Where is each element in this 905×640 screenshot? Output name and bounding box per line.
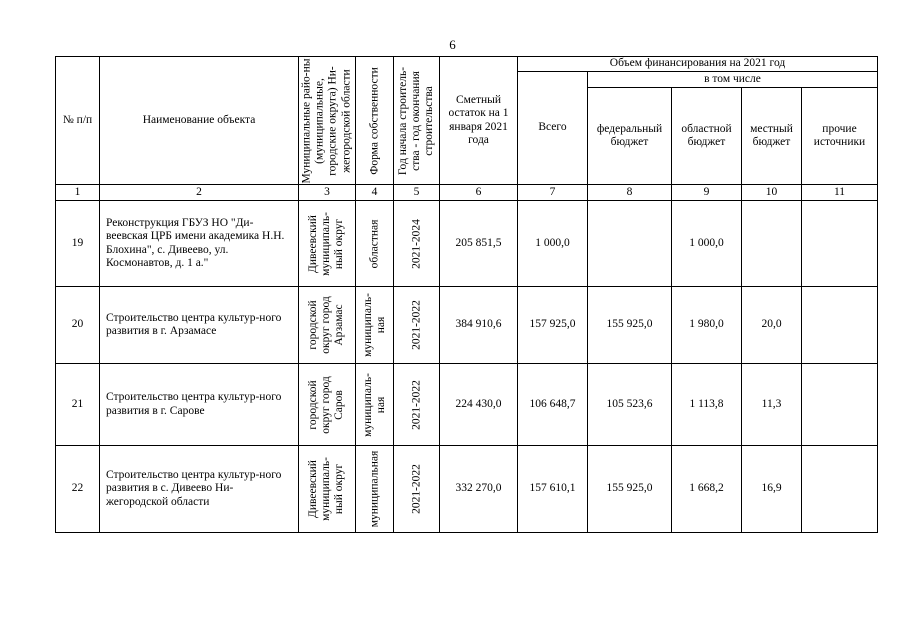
regional-cell: 1 113,8 <box>672 364 742 446</box>
ownership-text: областная <box>367 219 380 268</box>
local-cell: 11,3 <box>742 364 802 446</box>
municipality-text: Дивеевский муниципаль-ный округ <box>307 211 346 276</box>
ownership-cell <box>356 201 394 287</box>
regional-cell: 1 668,2 <box>672 446 742 533</box>
years-cell <box>394 287 440 364</box>
object-name: Строительство центра культур-ного развития в г. Сарове <box>100 364 299 446</box>
header-ownership-text: Форма собственности <box>367 66 380 175</box>
other-cell <box>802 287 878 364</box>
local-cell: 16,9 <box>742 446 802 533</box>
column-number: 6 <box>440 185 518 201</box>
federal-cell: 105 523,6 <box>588 364 672 446</box>
column-number: 1 <box>56 185 100 201</box>
ownership-cell <box>356 446 394 533</box>
municipality-text: Дивеевский муниципаль-ный округ <box>307 457 346 521</box>
years-text: 2021-2022 <box>409 300 422 350</box>
header-regional: областной бюджет <box>672 88 742 185</box>
header-other: прочие источники <box>802 88 878 185</box>
column-number: 9 <box>672 185 742 201</box>
regional-cell: 1 980,0 <box>672 287 742 364</box>
row-num: 20 <box>56 287 100 364</box>
column-number: 7 <box>518 185 588 201</box>
federal-cell: 155 925,0 <box>588 287 672 364</box>
other-cell <box>802 201 878 287</box>
object-name: Строительство центра культур-ного развития в с. Дивеево Ни-жегородской области <box>100 446 299 533</box>
years-cell <box>394 364 440 446</box>
years-text: 2021-2022 <box>409 379 422 430</box>
object-name: Строительство центра культур-ного развития в г. Арзамасе <box>100 287 299 364</box>
table-row <box>56 364 878 446</box>
column-number: 11 <box>802 185 878 201</box>
ownership-text: муниципальная <box>367 450 380 528</box>
page-number: 6 <box>449 37 456 52</box>
object-name: Реконструкция ГБУЗ НО "Ди-веевская ЦРБ имени академика Н.Н. Блохина", с. Дивеево, ул. Космонавтов, д. 1 а." <box>100 201 299 287</box>
header-name: Наименование объекта <box>100 57 299 185</box>
table-row <box>56 287 878 364</box>
ownership-text: муниципаль-ная <box>361 372 387 437</box>
years-text: 2021-2022 <box>409 464 422 514</box>
financing-table <box>55 56 878 533</box>
municipality-text: городской округ город Арзамас <box>307 296 346 354</box>
header-years-text: Год начала строитель-ства - год окончания строительства <box>396 66 436 175</box>
regional-cell: 1 000,0 <box>672 201 742 287</box>
municipality-cell <box>299 201 356 287</box>
row-num: 19 <box>56 201 100 287</box>
table-row <box>56 446 878 533</box>
column-number: 2 <box>100 185 299 201</box>
header-ownership <box>356 57 394 185</box>
header-municipality-text: Муниципальные райо-ны (муниципальные, городские округа) Ни-жегородской области <box>300 58 353 183</box>
local-cell <box>742 201 802 287</box>
other-cell <box>802 364 878 446</box>
estimate-cell: 205 851,5 <box>440 201 518 287</box>
other-cell <box>802 446 878 533</box>
local-cell: 20,0 <box>742 287 802 364</box>
municipality-cell <box>299 446 356 533</box>
header-including: в том числе <box>588 72 878 88</box>
column-number: 5 <box>394 185 440 201</box>
ownership-cell <box>356 364 394 446</box>
header-total: Всего <box>518 72 588 185</box>
municipality-cell <box>299 287 356 364</box>
column-number: 10 <box>742 185 802 201</box>
table-row <box>56 201 878 287</box>
total-cell: 157 610,1 <box>518 446 588 533</box>
years-cell <box>394 446 440 533</box>
federal-cell <box>588 201 672 287</box>
row-num: 22 <box>56 446 100 533</box>
estimate-cell: 332 270,0 <box>440 446 518 533</box>
header-local: местный бюджет <box>742 88 802 185</box>
municipality-text: городской округ город Саров <box>307 375 346 434</box>
total-cell: 106 648,7 <box>518 364 588 446</box>
years-text: 2021-2024 <box>409 218 422 269</box>
federal-cell: 155 925,0 <box>588 446 672 533</box>
estimate-cell: 224 430,0 <box>440 364 518 446</box>
header-financing: Объем финансирования на 2021 год <box>518 57 878 72</box>
column-number: 3 <box>299 185 356 201</box>
header-estimate: Сметный остаток на 1 января 2021 года <box>440 57 518 185</box>
total-cell: 157 925,0 <box>518 287 588 364</box>
ownership-cell <box>356 287 394 364</box>
column-number: 8 <box>588 185 672 201</box>
estimate-cell: 384 910,6 <box>440 287 518 364</box>
header-num: № п/п <box>56 57 100 185</box>
ownership-text: муниципаль-ная <box>361 293 387 357</box>
header-years <box>394 57 440 185</box>
column-number: 4 <box>356 185 394 201</box>
years-cell <box>394 201 440 287</box>
municipality-cell <box>299 364 356 446</box>
header-municipality <box>299 57 356 185</box>
header-federal: федеральный бюджет <box>588 88 672 185</box>
column-number-row <box>56 185 878 201</box>
total-cell: 1 000,0 <box>518 201 588 287</box>
row-num: 21 <box>56 364 100 446</box>
